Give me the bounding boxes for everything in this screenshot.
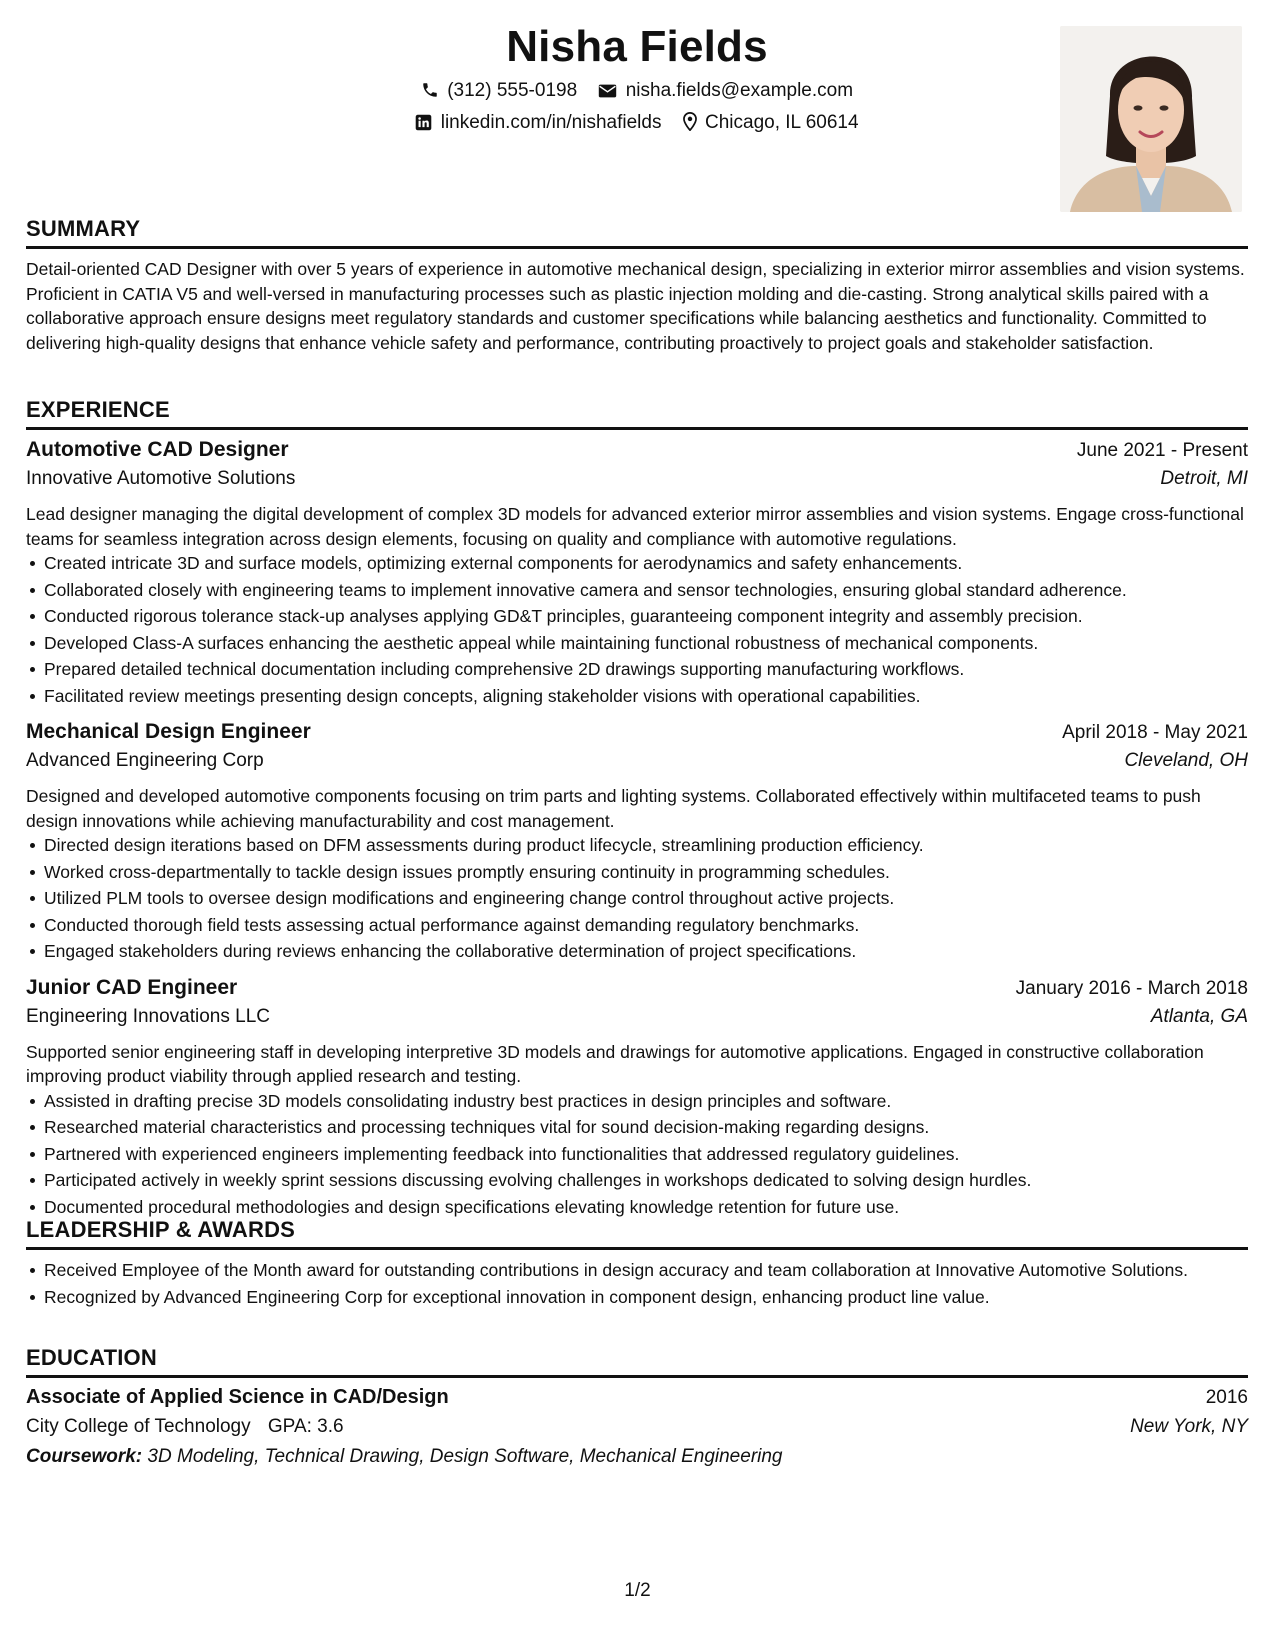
coursework-list: 3D Modeling, Technical Drawing, Design Software, Mechanical Engineering bbox=[147, 1446, 783, 1467]
summary-section bbox=[26, 216, 1248, 355]
job-bullets bbox=[26, 551, 1248, 708]
location-text: Chicago, IL 60614 bbox=[705, 112, 859, 133]
job-title: Automotive CAD Designer bbox=[26, 438, 289, 461]
job-bullet: Documented procedural methodologies and design specifications elevating knowledge retention for future use. bbox=[44, 1195, 1248, 1220]
job-bullets bbox=[26, 1089, 1248, 1220]
coursework-line bbox=[26, 1446, 1248, 1476]
summary-text: Detail-oriented CAD Designer with over 5 years of experience in automotive mechanical design, specializing in exterior mirror assemblies and vision systems. Proficient in CATIA V5 and well-versed in manufacturing processes such as plastic injection molding and die-casting. Strong analytical skills paired with a collaborative approach ensure designs meet regulatory standards and customer specifications while balancing aesthetics and functionality. Committed to delivering high-quality designs that enhance vehicle safety and performance, contributing proactively to project goals and stakeholder satisfaction. bbox=[26, 259, 1245, 353]
profile-photo bbox=[1060, 26, 1242, 212]
school-location: New York, NY bbox=[1130, 1416, 1248, 1437]
job-bullet: Conducted rigorous tolerance stack-up analyses applying GD&T principles, guaranteeing component integrity and assembly precision. bbox=[44, 604, 1248, 629]
experience-heading: EXPERIENCE bbox=[26, 397, 1248, 430]
job-bullet: Worked cross-departmentally to tackle design issues promptly ensuring continuity in programming schedules. bbox=[44, 860, 1248, 885]
email-link[interactable]: nisha.fields@example.com bbox=[625, 80, 854, 101]
email-contact[interactable] bbox=[598, 80, 853, 102]
job-dates: June 2021 - Present bbox=[1076, 440, 1248, 461]
job-bullet: Participated actively in weekly sprint sessions discussing evolving challenges in workshops dedicated to solving design hurdles. bbox=[44, 1168, 1248, 1193]
award-bullet: Received Employee of the Month award for outstanding contributions in design accuracy and team collaboration at Innovative Automotive Solutions. bbox=[44, 1258, 1248, 1283]
degree-title: Associate of Applied Science in CAD/Design bbox=[26, 1386, 449, 1408]
job-dates: April 2018 - May 2021 bbox=[1062, 722, 1248, 743]
phone-icon bbox=[421, 80, 447, 101]
job-bullet: Conducted thorough field tests assessing actual performance against demanding regulatory benchmarks. bbox=[44, 913, 1248, 938]
job-bullet: Prepared detailed technical documentation including comprehensive 2D drawings supporting manufacturing workflows. bbox=[44, 657, 1248, 682]
experience-section bbox=[26, 397, 1248, 1221]
job-company: Advanced Engineering Corp bbox=[26, 750, 264, 771]
job-bullet: Created intricate 3D and surface models, optimizing external components for aerodynamics and safety enhancements. bbox=[44, 551, 1248, 576]
job-dates: January 2016 - March 2018 bbox=[1015, 977, 1248, 999]
job-bullet: Assisted in drafting precise 3D models consolidating industry best practices in design principles and software. bbox=[44, 1089, 1248, 1114]
job-location: Atlanta, GA bbox=[1150, 1005, 1248, 1027]
job-entry bbox=[26, 976, 1248, 1220]
linkedin-icon bbox=[415, 112, 440, 133]
job-location: Detroit, MI bbox=[1160, 468, 1248, 489]
summary-heading: SUMMARY bbox=[26, 216, 1248, 249]
location-contact bbox=[683, 112, 859, 134]
leadership-heading: LEADERSHIP & AWARDS bbox=[26, 1217, 1248, 1250]
gpa: GPA: 3.6 bbox=[267, 1416, 344, 1437]
job-bullet: Developed Class-A surfaces enhancing the aesthetic appeal while maintaining functional robustness of mechanical components. bbox=[44, 631, 1248, 656]
job-description: Lead designer managing the digital development of complex 3D models for advanced exterior mirror assemblies and vision systems. Engage cross-functional teams for seamless integration across design elements, focusing on quality and compliance with automotive regulations. bbox=[26, 504, 1244, 549]
graduation-year: 2016 bbox=[1205, 1387, 1248, 1408]
linkedin-contact[interactable] bbox=[415, 112, 661, 134]
education-section bbox=[26, 1345, 1248, 1476]
phone-text: (312) 555-0198 bbox=[447, 80, 578, 101]
job-entry bbox=[26, 438, 1248, 708]
school-name: City College of Technology bbox=[26, 1416, 251, 1437]
job-bullets bbox=[26, 833, 1248, 964]
job-title: Junior CAD Engineer bbox=[26, 975, 238, 999]
candidate-name: Nisha Fields bbox=[506, 22, 768, 71]
job-company: Innovative Automotive Solutions bbox=[26, 468, 296, 489]
job-company: Engineering Innovations LLC bbox=[26, 1005, 271, 1027]
job-title: Mechanical Design Engineer bbox=[26, 720, 311, 743]
job-bullet: Partnered with experienced engineers implementing feedback into functionalities that addressed regulatory guidelines. bbox=[44, 1142, 1248, 1167]
job-entry bbox=[26, 720, 1248, 964]
award-bullets bbox=[26, 1258, 1248, 1309]
page-number: 1/2 bbox=[624, 1580, 651, 1601]
job-location: Cleveland, OH bbox=[1124, 750, 1248, 771]
job-description: Designed and developed automotive components focusing on trim parts and lighting systems. Collaborated effectively within multifaceted teams to push design innovations while achieving manufacturability and cost management. bbox=[26, 786, 1201, 831]
job-bullet: Researched material characteristics and processing techniques vital for sound decision-making regarding designs. bbox=[44, 1115, 1248, 1140]
job-bullet: Directed design iterations based on DFM assessments during product lifecycle, streamlining production efficiency. bbox=[44, 833, 1248, 858]
award-bullet: Recognized by Advanced Engineering Corp for exceptional innovation in component design, enhancing product line value. bbox=[44, 1285, 1248, 1310]
job-bullet: Collaborated closely with engineering teams to implement innovative camera and sensor technologies, ensuring global standard adherence. bbox=[44, 578, 1248, 603]
coursework-label: Coursework: bbox=[26, 1446, 143, 1467]
job-bullet: Utilized PLM tools to oversee design modifications and engineering change control throughout active projects. bbox=[44, 886, 1248, 911]
linkedin-link[interactable]: linkedin.com/in/nishafields bbox=[440, 112, 662, 133]
phone-contact bbox=[421, 80, 577, 102]
leadership-section bbox=[26, 1217, 1248, 1311]
education-heading: EDUCATION bbox=[26, 1345, 1248, 1378]
envelope-icon bbox=[598, 80, 625, 101]
education-entry bbox=[26, 1386, 1248, 1476]
job-description: Supported senior engineering staff in developing interpretive 3D models and drawings for automotive applications. Engaged in constructive collaboration improving product viability through applied research and testing. bbox=[26, 1041, 1204, 1086]
map-pin-icon bbox=[683, 112, 705, 133]
job-bullet: Engaged stakeholders during reviews enhancing the collaborative determination of project specifications. bbox=[44, 939, 1248, 964]
job-bullet: Facilitated review meetings presenting design concepts, aligning stakeholder visions with operational capabilities. bbox=[44, 684, 1248, 709]
resume-header bbox=[26, 0, 1248, 226]
